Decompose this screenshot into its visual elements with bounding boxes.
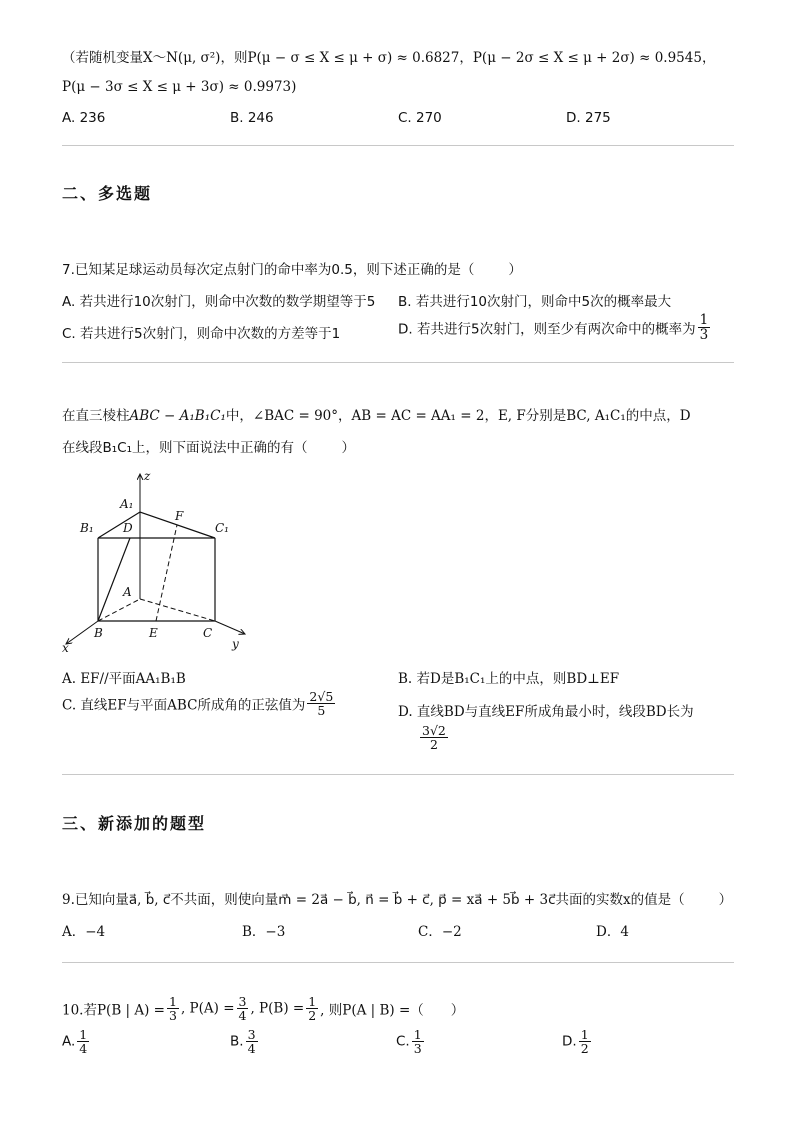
q7-option-c: C. 若共进行5次射门，则命中次数的方差等于1	[62, 326, 341, 342]
q9-option-d: D．4	[596, 924, 629, 940]
q8-option-d-line1: D. 直线BD与直线EF所成角最小时，线段BD长为	[398, 704, 694, 720]
y-axis	[215, 621, 245, 634]
label-d: D	[123, 521, 133, 535]
q7-option-b: B. 若共进行10次射门，则命中5次的概率最大	[398, 294, 672, 310]
q7-stem-close: ）	[508, 262, 522, 278]
q8-option-d-fraction: $\frac{3√2}{2}$	[422, 723, 446, 753]
q10-option-d: D. $\frac{1}{2}$	[562, 1027, 589, 1057]
q8-option-b: B. 若D是B₁C₁上的中点，则BD⊥EF	[398, 671, 620, 687]
q8-stem-line2	[62, 436, 355, 456]
q8-stem-close: ）	[341, 440, 356, 456]
q10-option-b: B. $\frac{3}{4}$	[230, 1027, 256, 1057]
q6-note-line2: P(μ − 3σ ≤ X ≤ μ + 3σ) ≈ 0.9973)	[62, 79, 297, 95]
label-a: A	[123, 585, 132, 599]
label-e: E	[149, 626, 158, 640]
q7-stem-text: 7.已知某足球运动员每次定点射门的命中率为0.5，则下述正确的是（	[62, 262, 475, 278]
q9-option-c: C．−2	[418, 924, 462, 940]
q8-stem-text-a: 在直三棱柱	[62, 408, 130, 424]
q8-option-a: A. EF//平面AA₁B₁B	[62, 671, 186, 687]
label-f: F	[175, 509, 184, 523]
q9-stem	[62, 888, 732, 908]
q10-stem: 10.若P(B | A) = $\frac{1}{3}$ , P(A) = $\frac{3}{4}$ , P(B) = $\frac{1}{2}$ , 则P(A | B) =（ ）	[62, 994, 465, 1024]
q6-option-c: C. 270	[398, 110, 442, 126]
divider	[62, 145, 734, 146]
q9-option-a: A．−4	[62, 924, 106, 940]
label-y: y	[232, 637, 239, 651]
label-a1: A₁	[120, 497, 134, 511]
label-b1: B₁	[80, 521, 94, 535]
q8-stem-prism: ABC − A₁B₁C₁	[129, 408, 226, 424]
segment-bd	[98, 538, 130, 621]
label-c: C	[203, 626, 213, 640]
edge-ac-hidden	[140, 599, 215, 621]
section-heading-new-types: 三、新添加的题型	[62, 814, 207, 833]
q6-option-d: D. 275	[566, 110, 611, 126]
q9-stem-text: 9.已知向量a⃗, b⃗, c⃗不共面，则使向量m⃗ = 2a⃗ − b⃗, n⃗ = b⃗ + c⃗, p⃗ = xa⃗ + 5b⃗ + 3c⃗共面的实数x的值是（	[62, 892, 685, 908]
q9-stem-close: ）	[718, 892, 733, 908]
q8-stem-text-d: 在线段B₁C₁上，则下面说法中正确的有（	[62, 440, 308, 456]
prism-figure	[60, 466, 260, 656]
label-b: B	[94, 626, 103, 640]
q6-option-b: B. 246	[230, 110, 274, 126]
divider	[62, 962, 734, 963]
q7-option-d-fraction: $\frac{1}{3}$	[699, 312, 709, 344]
divider	[62, 774, 734, 775]
divider	[62, 362, 734, 363]
q10-option-c: C. $\frac{1}{3}$	[396, 1027, 422, 1057]
label-c1: C₁	[215, 521, 229, 535]
label-x: x	[62, 641, 69, 655]
q7-option-d	[398, 313, 712, 342]
q8-stem-text-c: 中，∠BAC = 90°，AB = AC = AA₁ = 2，E, F分别是BC, A₁C₁的中点，D	[225, 408, 691, 424]
q8-option-c-fraction: $\frac{2√5}{5}$	[309, 689, 334, 719]
q8-option-c	[62, 690, 337, 717]
q8-option-c-text: C. 直线EF与平面ABC所成角的正弦值为	[62, 697, 306, 714]
q8-stem-line1	[62, 404, 691, 424]
top-face	[98, 512, 215, 538]
section-heading-multi-choice: 二、多选题	[62, 184, 153, 203]
q6-note-line1: （若随机变量X～N(μ, σ²)，则P(μ − σ ≤ X ≤ μ + σ) ≈ 0.6827，P(μ − 2σ ≤ X ≤ μ + 2σ) ≈ 0.9545，	[62, 50, 716, 66]
q10-option-a: A. $\frac{1}{4}$	[62, 1027, 88, 1057]
q9-option-b: B．−3	[242, 924, 286, 940]
edge-ab-hidden	[98, 599, 140, 621]
q7-stem	[62, 258, 522, 278]
q6-option-a: A. 236	[62, 110, 106, 126]
label-z: z	[144, 469, 151, 483]
q7-option-a: A. 若共进行10次射门，则命中次数的数学期望等于5	[62, 294, 376, 310]
q7-option-d-text: D. 若共进行5次射门，则至少有两次命中的概率为	[398, 321, 696, 338]
